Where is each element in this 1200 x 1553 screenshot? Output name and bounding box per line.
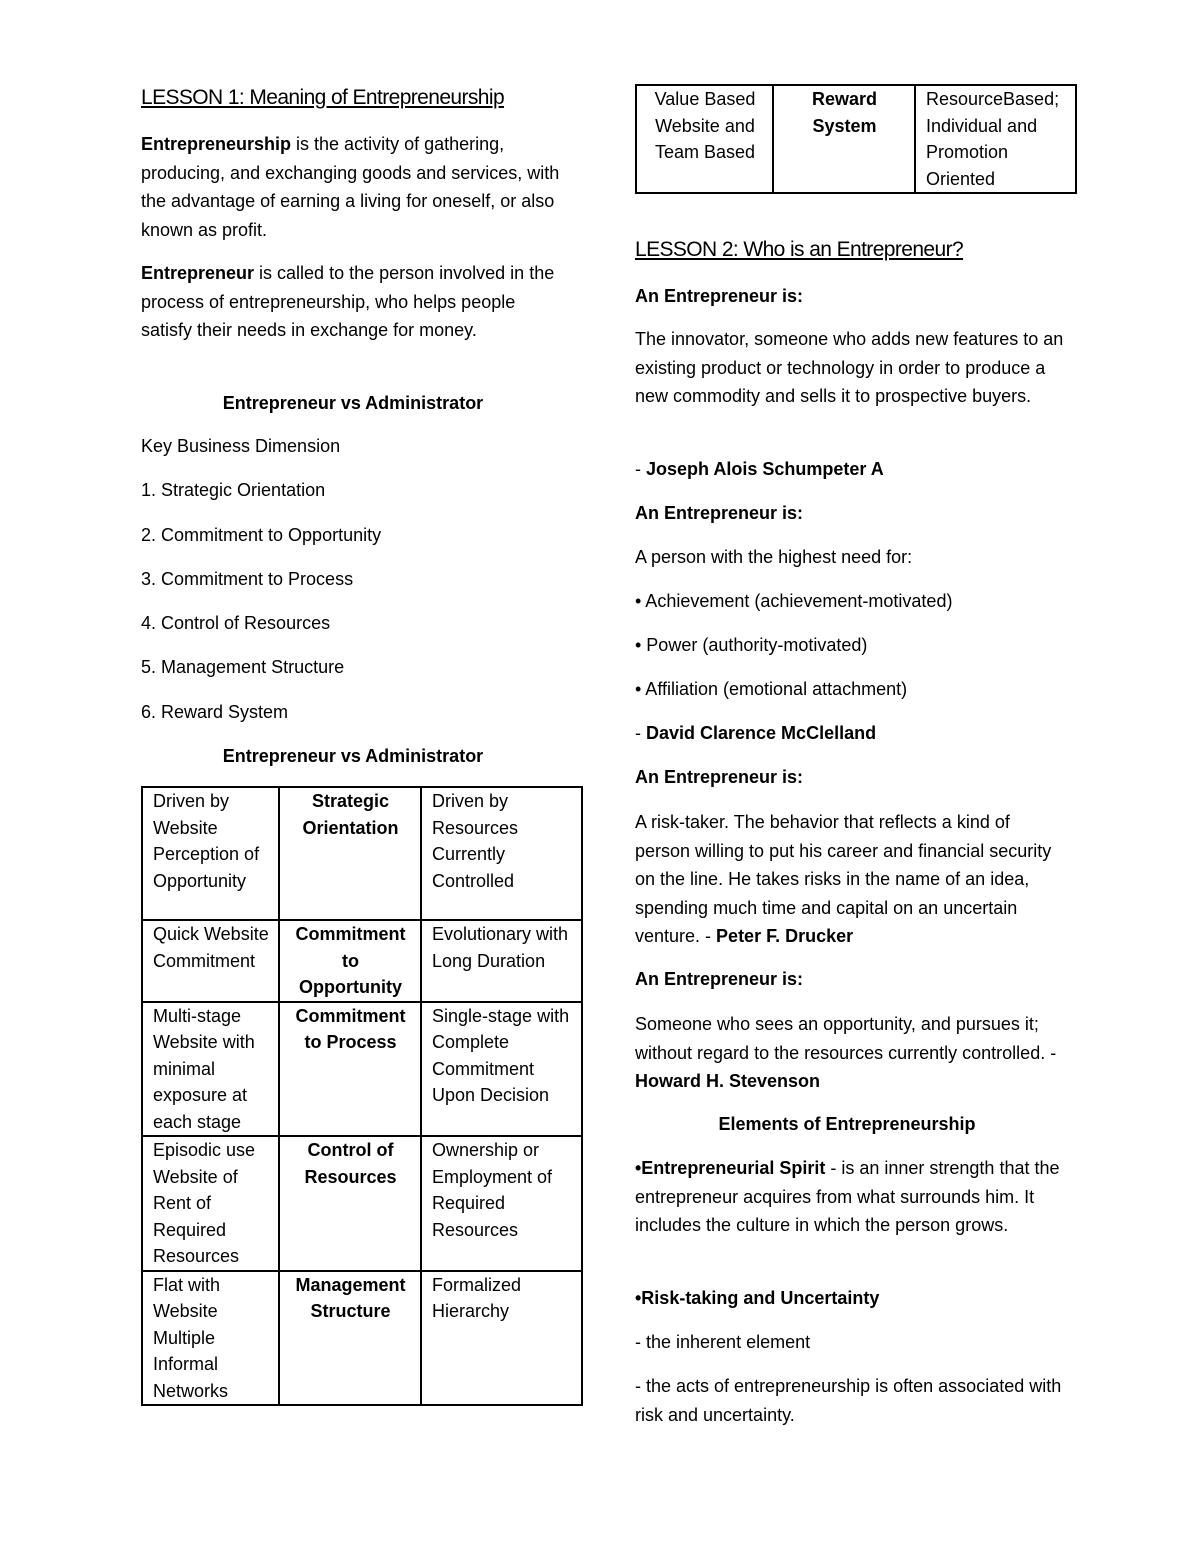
entrepreneur-is-label: An Entrepreneur is: <box>635 969 804 989</box>
author-name: David Clarence McClelland <box>646 723 877 743</box>
entrepreneur-is-label: An Entrepreneur is: <box>635 503 804 523</box>
need-bullet: • Power (authority-motivated) <box>635 635 868 655</box>
author-name: Howard H. Stevenson <box>635 1071 821 1092</box>
element-detail: - the inherent element <box>635 1332 811 1352</box>
dimension-item: 4. Control of Resources <box>141 613 331 633</box>
administrator-cell: Formalized Hierarchy <box>421 1271 582 1406</box>
term-entrepreneurship: Entrepreneurship <box>141 134 292 154</box>
need-bullet: • Achievement (achievement-motivated) <box>635 591 953 611</box>
elements-heading: Elements of Entrepreneurship <box>718 1114 976 1134</box>
dimension-cell: Commitment to Process <box>279 1002 421 1137</box>
mcclelland-intro: A person with the highest need for: <box>635 547 913 567</box>
administrator-cell: Single-stage with Complete Commitment Upon Decision <box>421 1002 582 1137</box>
administrator-cell: ResourceBased; Individual and Promotion Oriented <box>915 85 1076 193</box>
administrator-cell: Ownership or Employment of Required Resources <box>421 1136 582 1271</box>
author-name: Joseph Alois Schumpeter A <box>646 459 884 479</box>
key-business-dimension: Key Business Dimension <box>141 436 341 456</box>
heading-ent-vs-admin-1: Entrepreneur vs Administrator <box>222 393 484 413</box>
table-row <box>142 787 582 920</box>
administrator-cell: Driven by Resources Currently Controlled <box>421 787 582 920</box>
definition-entrepreneurship: Entrepreneurship is the activity of gathering, producing, and exchanging goods and services, with the advantage of earning a living for oneself, or also known as profit. <box>141 134 560 240</box>
dimension-item: 1. Strategic Orientation <box>141 480 326 500</box>
entrepreneur-cell: Quick Website Commitment <box>142 920 279 1002</box>
dimension-cell: Management Structure <box>279 1271 421 1406</box>
dimension-cell: Strategic Orientation <box>279 787 421 920</box>
entrepreneur-cell: Flat with Website Multiple Informal Networks <box>142 1271 279 1406</box>
entrepreneur-cell: Multi-stage Website with minimal exposure at each stage <box>142 1002 279 1137</box>
comparison-table-continued <box>635 84 1077 194</box>
heading-ent-vs-admin-2: Entrepreneur vs Administrator <box>222 746 484 766</box>
entrepreneur-cell: Driven by Website Perception of Opportunity <box>142 787 279 920</box>
dimension-item: 6. Reward System <box>141 702 289 722</box>
administrator-cell: Evolutionary with Long Duration <box>421 920 582 1002</box>
element-entrepreneurial-spirit: •Entrepreneurial Spirit - is an inner strength that the entrepreneur acquires from what surrounds him. It includes the culture in which the person grows. <box>635 1158 1060 1236</box>
entrepreneur-is-label: An Entrepreneur is: <box>635 767 804 787</box>
table-row <box>142 1271 582 1406</box>
element-term: •Entrepreneurial Spirit <box>635 1158 826 1178</box>
entrepreneur-cell: Value Based Website and Team Based <box>636 85 773 193</box>
lesson2-title: LESSON 2: Who is an Entrepreneur? <box>635 238 964 261</box>
table-row <box>636 85 1076 193</box>
mcclelland-attribution: - David Clarence McClelland <box>635 723 877 743</box>
need-bullet: • Affiliation (emotional attachment) <box>635 679 908 699</box>
table-row <box>142 1002 582 1137</box>
schumpeter-definition: The innovator, someone who adds new features to an existing product or technology in order to produce a new commodity and sells it to prospective buyers. <box>635 329 1064 407</box>
definition-entrepreneur: Entrepreneur is called to the person involved in the process of entrepreneurship, who helps people satisfy their needs in exchange for money. <box>141 263 555 341</box>
table-row <box>142 920 582 1002</box>
element-risk-taking: •Risk-taking and Uncertainty <box>635 1288 880 1308</box>
dimension-item: 2. Commitment to Opportunity <box>141 525 382 545</box>
entrepreneur-cell: Episodic use Website of Rent of Required Resources <box>142 1136 279 1271</box>
author-name: Peter F. Drucker <box>716 926 854 947</box>
dimension-cell: Reward System <box>773 85 915 193</box>
drucker-definition: A risk-taker. The behavior that reflects a kind of person willing to put his career and financial security on the line. He takes risks in the name of an idea, spending much time and capital on an uncertain venture. - Peter F. Drucker <box>635 812 1052 947</box>
term-entrepreneur: Entrepreneur <box>141 263 255 283</box>
dimension-item: 3. Commitment to Process <box>141 569 354 589</box>
schumpeter-attribution: - Joseph Alois Schumpeter A <box>635 459 884 479</box>
comparison-table <box>141 786 583 1406</box>
stevenson-definition: Someone who sees an opportunity, and pursues it; without regard to the resources currently controlled. - Howard H. Stevenson <box>635 1014 1057 1092</box>
dimension-cell: Control of Resources <box>279 1136 421 1271</box>
dimension-cell: Commitment to Opportunity <box>279 920 421 1002</box>
element-detail: - the acts of entrepreneurship is often associated with risk and uncertainty. <box>635 1376 1062 1425</box>
lesson1-title: LESSON 1: Meaning of Entrepreneurship <box>141 86 505 109</box>
table-row <box>142 1136 582 1271</box>
dimension-item: 5. Management Structure <box>141 657 345 677</box>
entrepreneur-is-label: An Entrepreneur is: <box>635 286 804 306</box>
